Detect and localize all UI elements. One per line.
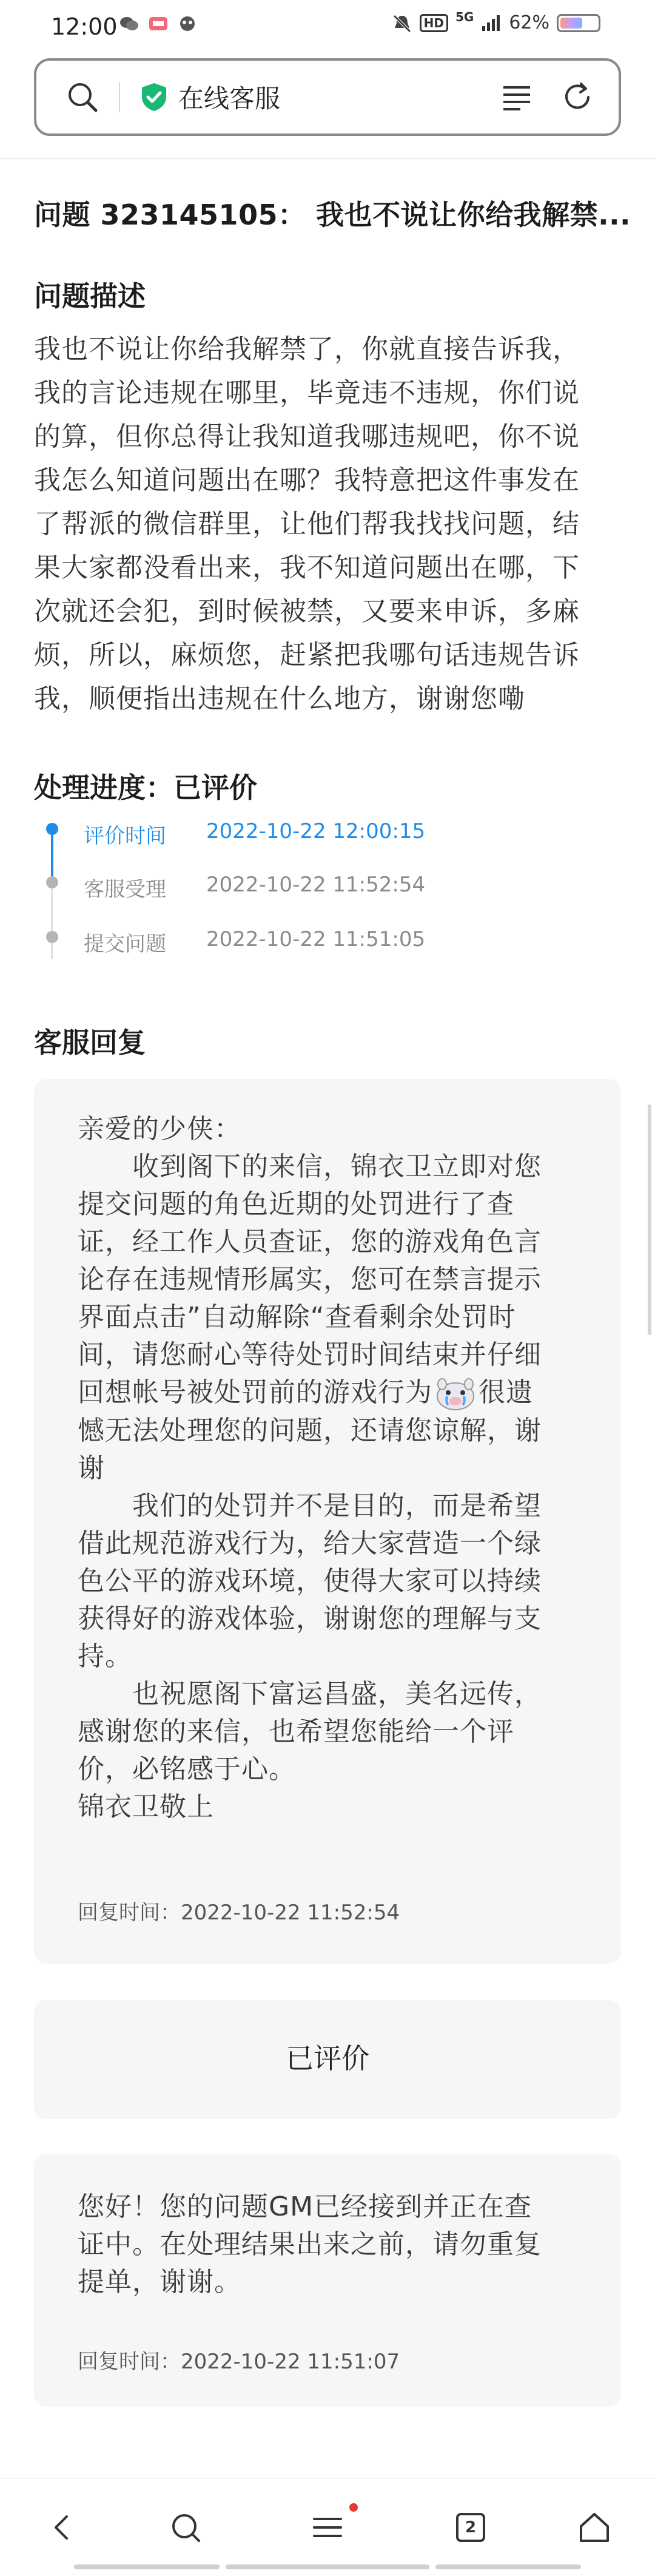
reply-line: 获得好的游戏体验，谢谢您的理解与支 bbox=[78, 1603, 542, 1634]
reply-line: 证中。在处理结果出来之前，请勿重复 bbox=[78, 2229, 542, 2260]
description-line: 次就还会犯，到时候被禁，又要来申诉，多麻 bbox=[34, 596, 580, 627]
rated-card bbox=[34, 2000, 621, 2119]
gesture-bar bbox=[226, 2564, 429, 2569]
menu-icon[interactable] bbox=[308, 2508, 347, 2547]
tabs-icon[interactable] bbox=[451, 2508, 490, 2547]
description-heading: 问题描述 bbox=[34, 280, 146, 313]
question-title: 问题 323145105： 我也不说让你给我解禁... bbox=[34, 198, 631, 231]
reply-line: 界面点击”自动解除“查看剩余处罚时 bbox=[78, 1302, 516, 1333]
reply-line: 论存在违规情形属实，您可在禁言提示 bbox=[78, 1264, 542, 1295]
app-mascot-icon bbox=[177, 15, 198, 33]
reply-time: 回复时间：2022-10-22 11:52:54 bbox=[78, 1901, 400, 1925]
description-line: 果大家都没看出来，我不知道问题出在哪，下 bbox=[34, 552, 580, 583]
tab-count: 2 bbox=[456, 2513, 485, 2542]
replies-heading: 客服回复 bbox=[34, 1026, 146, 1059]
battery-icon bbox=[557, 14, 600, 32]
step-time: 2022-10-22 12:00:15 bbox=[206, 819, 426, 843]
crying-pig-emoji-icon bbox=[432, 1376, 479, 1412]
page-title: 在线客服 bbox=[178, 84, 281, 113]
reply-card bbox=[34, 2154, 621, 2407]
reply-time: 回复时间：2022-10-22 11:51:07 bbox=[78, 2350, 400, 2374]
rated-label: 已评价 bbox=[286, 2042, 369, 2075]
secure-shield-icon bbox=[138, 81, 170, 113]
description-line: 的算，但你总得让我知道我哪违规吧，你不说 bbox=[34, 421, 580, 452]
reply-line: 感谢您的来信，也希望您能给一个评 bbox=[78, 1716, 514, 1747]
question-description bbox=[34, 328, 622, 721]
reply-line: 憾无法处理您的问题，还请您谅解，谢 bbox=[78, 1415, 542, 1446]
search-icon[interactable] bbox=[64, 79, 101, 115]
reply-text-segment: 很遗 bbox=[479, 1377, 533, 1408]
timeline-line bbox=[51, 882, 53, 959]
search-icon[interactable] bbox=[166, 2508, 205, 2547]
reply-line: 借此规范游戏行为，给大家营造一个绿 bbox=[78, 1528, 542, 1559]
timeline-dot bbox=[46, 876, 58, 888]
reply-line: 价，必铭感于心。 bbox=[78, 1754, 296, 1785]
description-line: 我的言论违规在哪里，毕竟违不违规，你们说 bbox=[34, 377, 580, 408]
step-label: 评价时间 bbox=[84, 824, 166, 848]
reload-icon[interactable] bbox=[560, 80, 594, 114]
reply-line: 证，经工作人员查证，您的游戏角色言 bbox=[78, 1226, 542, 1257]
reply-body bbox=[78, 1111, 581, 1826]
gesture-bar bbox=[74, 2564, 220, 2569]
reply-line: 提单，谢谢。 bbox=[78, 2267, 241, 2297]
timeline-active-line bbox=[51, 835, 53, 882]
step-label: 提交问题 bbox=[84, 932, 166, 956]
reply-line-with-emoji bbox=[78, 1374, 581, 1412]
reply-text-segment: 回想帐号被处罚前的游戏行为 bbox=[78, 1377, 432, 1408]
reply-line: 我们的处罚并不是目的，而是希望 bbox=[78, 1490, 542, 1521]
status-time: 12:00 bbox=[51, 13, 118, 40]
description-line: 烦，所以，麻烦您，赶紧把我哪句话违规告诉 bbox=[34, 640, 580, 671]
progress-heading: 处理进度：已评价 bbox=[34, 771, 257, 804]
wechat-icon bbox=[119, 15, 139, 33]
mute-bell-icon bbox=[392, 13, 412, 33]
reply-line: 谢 bbox=[78, 1453, 105, 1484]
reply-line: 色公平的游戏环境，使得大家可以持续 bbox=[78, 1566, 542, 1597]
address-divider bbox=[119, 82, 120, 112]
description-line: 我怎么知道问题出在哪？我特意把这件事发在 bbox=[34, 465, 580, 496]
notification-dot bbox=[349, 2503, 358, 2512]
step-label: 客服受理 bbox=[84, 877, 166, 902]
description-line: 我也不说让你给我解禁了，你就直接告诉我， bbox=[34, 334, 580, 365]
reply-card bbox=[34, 1079, 621, 1964]
progress-timeline bbox=[34, 807, 580, 971]
scrollbar[interactable] bbox=[648, 1104, 651, 1335]
status-right bbox=[392, 9, 600, 33]
reply-line: 间，请您耐心等待处罚时间结束并仔细 bbox=[78, 1339, 542, 1370]
app-red-icon bbox=[148, 15, 169, 33]
reply-line: 收到阁下的来信，锦衣卫立即对您 bbox=[78, 1151, 542, 1182]
browser-address-bar[interactable] bbox=[34, 58, 621, 136]
gesture-bar bbox=[435, 2564, 581, 2569]
reply-line: 持。 bbox=[78, 1641, 132, 1672]
browser-nav-bar bbox=[0, 2478, 655, 2576]
notification-icons bbox=[119, 15, 198, 33]
reply-line: 也祝愿阁下富运昌盛，美名远传， bbox=[78, 1678, 542, 1709]
back-icon[interactable] bbox=[44, 2508, 82, 2547]
timeline-dot-active bbox=[46, 823, 58, 835]
reply-line: 提交问题的角色近期的处罚进行了查 bbox=[78, 1189, 514, 1220]
network-label: 5G bbox=[455, 9, 474, 24]
reply-line: 您好！您的问题GM已经接到并正在查 bbox=[78, 2191, 532, 2222]
hd-badge: HD bbox=[420, 14, 448, 32]
reader-menu-icon[interactable] bbox=[500, 80, 534, 114]
home-icon[interactable] bbox=[575, 2508, 614, 2547]
header-divider bbox=[0, 158, 655, 159]
description-line: 我，顺便指出违规在什么地方，谢谢您嘞 bbox=[34, 683, 525, 714]
reply-line: 亲爱的少侠： bbox=[78, 1114, 241, 1144]
timeline-dot bbox=[46, 931, 58, 943]
signal-icon bbox=[481, 14, 502, 32]
step-time: 2022-10-22 11:52:54 bbox=[206, 873, 426, 897]
step-time: 2022-10-22 11:51:05 bbox=[206, 927, 426, 952]
description-line: 了帮派的微信群里，让他们帮我找找问题，结 bbox=[34, 509, 580, 539]
status-bar bbox=[0, 0, 655, 53]
battery-percent: 62% bbox=[509, 12, 549, 33]
reply-line: 锦衣卫敬上 bbox=[78, 1791, 214, 1822]
reply-body bbox=[78, 2188, 581, 2301]
